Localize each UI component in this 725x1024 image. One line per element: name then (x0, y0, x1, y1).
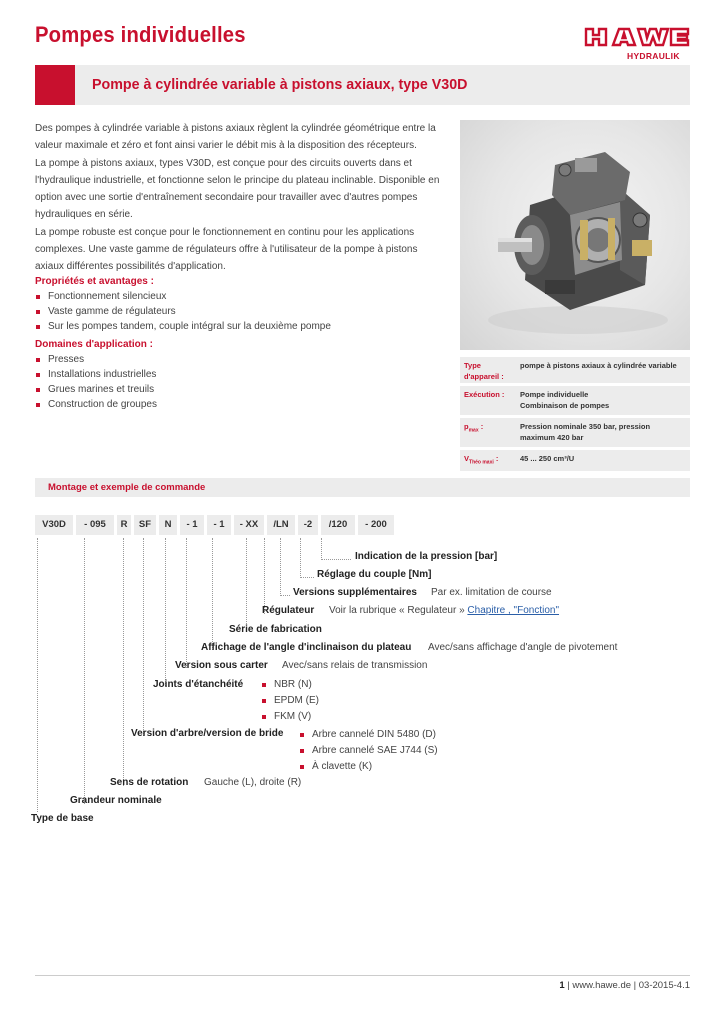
code-rotation: R (117, 515, 131, 535)
label-housing: Version sous carter (175, 660, 268, 671)
code-display: - 1 (207, 515, 231, 535)
leader-line (300, 538, 314, 578)
page-title: Pompes individuelles (35, 22, 246, 47)
leader-line (165, 538, 166, 686)
leader-line (123, 538, 124, 786)
code-housing: - 1 (180, 515, 204, 535)
code-series: - XX (234, 515, 264, 535)
list-item: Installations industrielles (35, 367, 157, 382)
desc-display: Avec/sans affichage d'angle de pivotement (428, 642, 618, 653)
banner-accent-square (35, 65, 75, 105)
pump-photo (460, 120, 690, 350)
leader-line (212, 538, 213, 650)
code-base-type: V30D (35, 515, 73, 535)
code-pressure: - 200 (358, 515, 394, 535)
pump-illustration (460, 120, 690, 350)
spec-value: 45 ... 250 cm³/U (520, 454, 575, 463)
list-item: EPDM (E) (261, 693, 319, 709)
applications-list (35, 352, 157, 412)
spec-subscript: max (468, 427, 479, 434)
order-section-bar (35, 478, 690, 497)
spec-value: Pression nominale 350 bar, pression maximum 420 bar (520, 422, 651, 442)
list-item: Presses (35, 352, 157, 367)
desc-rotation: Gauche (L), droite (R) (204, 777, 302, 788)
leader-line (143, 538, 144, 736)
label-display: Affichage de l'angle d'inclinaison du plateau (201, 642, 412, 653)
leader-line (321, 538, 351, 560)
chapter-function-link[interactable]: Chapitre , "Fonction" (467, 605, 560, 616)
list-item: Fonctionnement silencieux (35, 289, 331, 304)
desc-regulator-text: Voir la rubrique « Regulateur » (329, 605, 468, 616)
label-versions: Versions supplémentaires (293, 587, 417, 598)
intro-paragraph: Des pompes à cylindrée variable à pistons axiaux règlent la cylindrée géométrique entre la valeur maximale et zéro et font ainsi varier le débit mis à la disposition des récepteurs. (35, 123, 436, 152)
leader-line (37, 538, 38, 812)
desc-housing: Avec/sans relais de transmission (282, 660, 428, 671)
spec-subscript: Théo maxi (469, 459, 494, 466)
leader-line (280, 538, 290, 596)
intro-text (35, 120, 445, 276)
label-rotation: Sens de rotation (110, 777, 189, 788)
leader-line (264, 538, 265, 614)
hawe-logo (583, 26, 691, 61)
intro-paragraph: La pompe robuste est conçue pour le fonctionnement en continu pour les applications complexes. Une vaste gamme de régulateurs offre à l'utilisateur de la pompe à pistons axiaux différentes possibilités d'application. (35, 226, 418, 273)
desc-versions: Par ex. limitation de course (431, 587, 552, 598)
list-item: Vaste gamme de régulateurs (35, 304, 331, 319)
order-section-heading: Montage et exemple de commande (48, 482, 206, 493)
spec-row-execution (460, 386, 690, 415)
spec-value-line: Combinaison de pompes (520, 401, 610, 410)
leader-line (84, 538, 85, 804)
list-item: Construction de groupes (35, 397, 157, 412)
list-item: À clavette (K) (299, 759, 438, 775)
spec-colon: : (493, 454, 499, 463)
spec-value-line: Pompe individuelle (520, 390, 589, 399)
list-item: Arbre cannelé SAE J744 (S) (299, 743, 438, 759)
banner-title: Pompe à cylindrée variable à pistons axiaux, type V30D (92, 76, 468, 93)
label-size: Grandeur nominale (70, 795, 162, 806)
list-item: Arbre cannelé DIN 5480 (D) (299, 727, 438, 743)
spec-value: pompe à pistons axiaux à cylindrée variable (520, 361, 677, 370)
leader-line (246, 538, 247, 632)
code-seals: N (159, 515, 177, 535)
desc-regulator (329, 605, 559, 616)
leader-line (186, 538, 187, 668)
code-torque: /120 (321, 515, 355, 535)
intro-paragraph: La pompe à pistons axiaux, types V30D, est conçue pour des circuits ouverts dans et l'hydraulique industrielle, et fonctionne selon le principe du plateau inclinable. Disponible en option avec une sortie d'entraînement secondaire pour travailler avec d'autres pompes hydrauliques en série. (35, 157, 440, 221)
spec-symbol: V (464, 454, 470, 463)
code-shaft: SF (134, 515, 156, 535)
logo-subtitle: HYDRAULIK (627, 51, 680, 61)
spec-value (520, 389, 686, 411)
applications-heading: Domaines d'application : (35, 339, 153, 350)
footer (559, 980, 690, 991)
spec-symbol: p (464, 422, 469, 431)
code-nominal-size: - 095 (76, 515, 114, 535)
page-number: 1 (559, 980, 565, 991)
footer-divider (35, 975, 690, 976)
title-banner (35, 65, 690, 105)
spec-row-pressure (460, 418, 690, 447)
spec-label: Exécution : (464, 390, 505, 399)
spec-label (464, 453, 516, 469)
label-pressure: Indication de la pression [bar] (355, 551, 498, 562)
spec-table (460, 357, 690, 474)
code-versions: -2 (298, 515, 318, 535)
properties-heading: Propriétés et avantages : (35, 276, 154, 287)
label-series: Série de fabrication (229, 624, 322, 635)
properties-list (35, 289, 331, 334)
label-torque: Réglage du couple [Nm] (317, 569, 432, 580)
spec-row-type (460, 357, 690, 383)
spec-label: Type d'appareil : (464, 361, 504, 381)
label-regulator: Régulateur (262, 605, 315, 616)
shaft-list (299, 727, 438, 775)
spec-label (464, 421, 516, 437)
list-item: Sur les pompes tandem, couple intégral sur la deuxième pompe (35, 319, 331, 334)
label-base: Type de base (31, 813, 94, 824)
label-shaft: Version d'arbre/version de bride (131, 728, 284, 739)
code-regulator: /LN (267, 515, 295, 535)
label-seals: Joints d'étanchéité (153, 679, 244, 690)
list-item: Grues marines et treuils (35, 382, 157, 397)
seals-list (261, 677, 319, 725)
hawe-logo-mark (583, 26, 691, 50)
spec-row-volume (460, 450, 690, 471)
spec-colon: : (478, 422, 484, 431)
footer-text: | www.hawe.de | 03-2015-4.1 (564, 980, 690, 991)
list-item: FKM (V) (261, 709, 319, 725)
list-item: NBR (N) (261, 677, 319, 693)
